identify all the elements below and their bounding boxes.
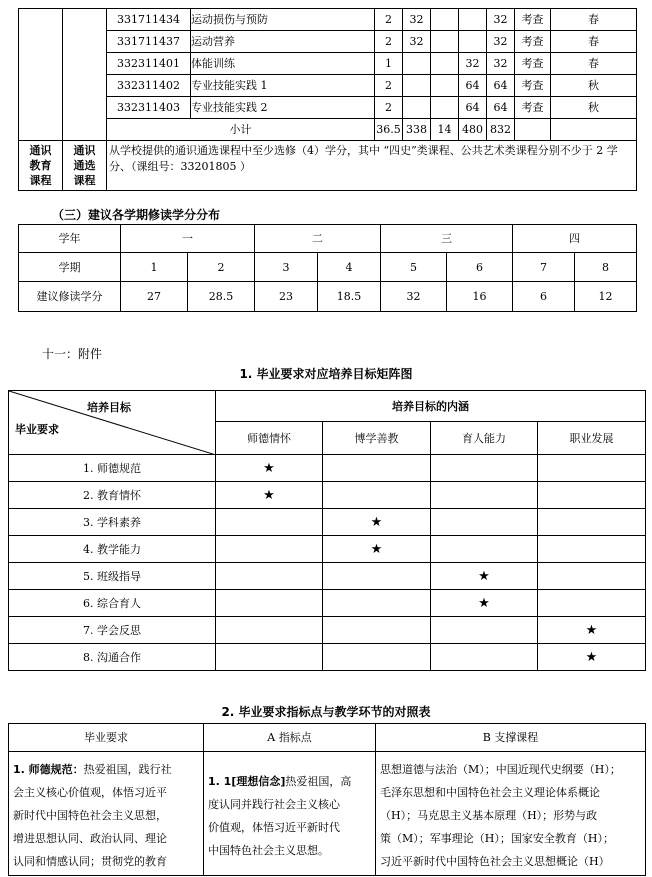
general-course-row [19,141,637,191]
requirement-line: 增进思想认同、政治认同、理论 [13,832,167,845]
course-line: 习近平新时代中国特色社会主义思想概论（H） [380,855,610,868]
goal-header: 师德情怀 [216,422,323,455]
matrix-cell [323,617,431,644]
term-cell: 6 [447,253,513,282]
term-cell: 7 [513,253,575,282]
requirement-title: 1. 师德规范： [13,763,84,776]
course-term: 秋 [551,97,637,119]
matrix-cell [216,509,323,536]
category-line: 课程 [29,174,52,187]
course-hours-total: 32 [487,31,515,53]
subtotal-credits: 36.5 [375,119,403,141]
matrix-row [9,455,646,482]
matrix-header-row [9,391,646,422]
course-hours-2 [431,53,459,75]
subtotal-empty [515,119,551,141]
requirement-text: 热爱祖国，践行社 [83,763,172,776]
course-hours-3: 64 [459,75,487,97]
matrix-row [9,617,646,644]
course-line: 策（M）；军事理论（H）；国家安全教育（H）； [380,832,614,845]
requirement-cell [9,752,204,876]
term-cell: 5 [381,253,447,282]
course-hours-3: 32 [459,53,487,75]
course-term: 春 [551,53,637,75]
subtotal-hours-total: 832 [487,119,515,141]
course-line: （H）；马克思主义基本原理（H）；形势与政 [380,809,598,822]
indicator-line: 度认同并践行社会主义核心 [208,798,340,811]
matrix-cell [323,455,431,482]
term-cell: 3 [255,253,318,282]
goal-header: 博学善教 [323,422,431,455]
general-course-text: 从学校提供的通识通选课程中至少选修（4）学分，其中 “四史”类课程、公共艺术类课程分别不少于 2 学分、（课组号：33201805 ） [107,141,637,191]
requirement-label: 7. 学会反思 [9,617,216,644]
requirement-line [13,758,199,781]
course-name: 专业技能实践 1 [191,75,375,97]
course-credits: 2 [375,31,403,53]
requirement-label: 2. 教育情怀 [9,482,216,509]
indicator-cell [204,752,376,876]
course-hours-2 [431,31,459,53]
credit-cell: 32 [381,282,447,312]
term-cell: 1 [121,253,188,282]
course-code: 332311402 [107,75,191,97]
course-code: 331711434 [107,9,191,31]
matrix-cell [538,509,646,536]
table-row [19,53,637,75]
course-code: 332311401 [107,53,191,75]
matrix-cell [431,509,538,536]
term-cell: 8 [575,253,637,282]
year-cell: 二 [255,225,381,253]
course-table [18,8,637,191]
matrix-corner [9,391,216,455]
star-mark: ★ [216,482,323,509]
matrix-row [9,536,646,563]
indicator-line: 中国特色社会主义思想。 [208,844,329,857]
mapping-header: B 支撑课程 [376,724,646,752]
table-row [19,97,637,119]
course-code: 332311403 [107,97,191,119]
course-credits: 1 [375,53,403,75]
star-mark: ★ [538,617,646,644]
course-assessment: 考查 [515,75,551,97]
credit-cell: 27 [121,282,188,312]
matrix-cell [538,590,646,617]
indicator-text: 热爱祖国，高 [285,775,352,788]
requirement-label: 6. 综合育人 [9,590,216,617]
course-hours-1 [403,75,431,97]
category-line: 通识 [29,144,52,157]
requirement-label: 4. 教学能力 [9,536,216,563]
term-row [19,253,637,282]
matrix-title: 1. 毕业要求对应培养目标矩阵图 [239,367,413,381]
course-assessment: 考查 [515,9,551,31]
matrix-row [9,482,646,509]
matrix-row [9,590,646,617]
requirement-label: 8. 沟通合作 [9,644,216,671]
star-mark: ★ [431,563,538,590]
mapping-header-row [9,724,646,752]
table-row [19,31,637,53]
indicator-title: 1. 1[理想信念] [208,775,286,788]
star-mark: ★ [323,509,431,536]
star-mark: ★ [323,536,431,563]
course-term: 秋 [551,75,637,97]
course-hours-1: 32 [403,31,431,53]
subtotal-hours-3: 480 [459,119,487,141]
matrix-cell [216,590,323,617]
matrix-row [9,644,646,671]
subcategory-line: 通选 [73,159,96,172]
matrix-cell [538,563,646,590]
course-assessment: 考查 [515,31,551,53]
star-mark: ★ [216,455,323,482]
course-assessment: 考查 [515,53,551,75]
year-cell: 三 [381,225,513,253]
table-row [19,75,637,97]
term-label: 学期 [19,253,121,282]
course-code: 331711437 [107,31,191,53]
mapping-title: 2. 毕业要求指标点与教学环节的对照表 [221,705,431,719]
course-hours-total: 32 [487,53,515,75]
appendix-title: 十一：附件 [42,347,103,361]
course-hours-1: 32 [403,9,431,31]
course-term: 春 [551,9,637,31]
subcategory-line: 通识 [73,144,96,157]
course-hours-3: 64 [459,97,487,119]
course-name: 专业技能实践 2 [191,97,375,119]
course-hours-2 [431,97,459,119]
course-credits: 2 [375,97,403,119]
credit-cell: 16 [447,282,513,312]
general-subcategory [63,141,107,191]
requirement-label: 5. 班级指导 [9,563,216,590]
matrix-cell [323,482,431,509]
year-row [19,225,637,253]
mapping-header: 毕业要求 [9,724,204,752]
subtotal-label: 小计 [107,119,375,141]
credit-distribution-table [18,224,637,312]
matrix-cell [216,563,323,590]
year-cell: 四 [513,225,637,253]
matrix-cell [538,536,646,563]
credit-cell: 6 [513,282,575,312]
matrix-cell [538,482,646,509]
matrix-row [9,563,646,590]
requirement-line: 会主义核心价值观，体悟习近平 [13,786,167,799]
course-assessment: 考查 [515,97,551,119]
requirement-line: 新时代中国特色社会主义思想， [13,809,167,822]
course-support-cell [376,752,646,876]
mapping-row [9,752,646,876]
matrix-cell [323,644,431,671]
course-hours-3 [459,9,487,31]
matrix-cell [323,563,431,590]
credit-cell: 18.5 [318,282,381,312]
requirement-line: 认同和情感认同；贯彻党的教育 [13,855,167,868]
subcategory-line: 课程 [73,174,96,187]
category-cell-empty [19,9,63,141]
matrix-cell [431,536,538,563]
subtotal-hours-1: 338 [403,119,431,141]
course-hours-3 [459,31,487,53]
year-cell: 一 [121,225,255,253]
table-row [19,9,637,31]
year-label: 学年 [19,225,121,253]
subtotal-hours-2: 14 [431,119,459,141]
requirement-label: 3. 学科素养 [9,509,216,536]
credit-row [19,282,637,312]
connotation-label: 培养目标的内涵 [216,391,646,422]
mapping-table [8,723,646,876]
course-term: 春 [551,31,637,53]
subcategory-cell-empty [63,9,107,141]
credit-cell: 28.5 [188,282,255,312]
credit-label: 建议修读学分 [19,282,121,312]
matrix-cell [431,617,538,644]
course-name: 运动损伤与预防 [191,9,375,31]
subtotal-row [19,119,637,141]
term-cell: 4 [318,253,381,282]
matrix-cell [431,455,538,482]
course-hours-total: 64 [487,97,515,119]
credit-cell: 12 [575,282,637,312]
mapping-header: A 指标点 [204,724,376,752]
requirement-label: 1. 师德规范 [9,455,216,482]
corner-top-label: 培养目标 [87,401,131,414]
goal-matrix-table [8,390,646,671]
matrix-cell [431,482,538,509]
matrix-cell [216,644,323,671]
goal-header: 职业发展 [538,422,646,455]
course-hours-2 [431,75,459,97]
corner-bottom-label: 毕业要求 [15,423,59,436]
course-name: 体能训练 [191,53,375,75]
matrix-cell [323,590,431,617]
star-mark: ★ [431,590,538,617]
star-mark: ★ [538,644,646,671]
course-hours-total: 32 [487,9,515,31]
subtotal-empty [551,119,637,141]
matrix-cell [431,644,538,671]
indicator-line [208,770,371,793]
matrix-cell [216,536,323,563]
credit-cell: 23 [255,282,318,312]
matrix-body [9,455,646,671]
matrix-row [9,509,646,536]
matrix-cell [216,617,323,644]
goal-header: 育人能力 [431,422,538,455]
section-title: （三）建议各学期修读学分分布 [52,208,221,222]
course-name: 运动营养 [191,31,375,53]
course-hours-total: 64 [487,75,515,97]
course-credits: 2 [375,75,403,97]
term-cell: 2 [188,253,255,282]
course-line: 毛泽东思想和中国特色社会主义理论体系概论 [380,786,600,799]
matrix-cell [538,455,646,482]
course-hours-1 [403,97,431,119]
course-line: 思想道德与法治（M）；中国近现代史纲要（H）； [380,763,621,776]
general-category [19,141,63,191]
course-credits: 2 [375,9,403,31]
indicator-line: 价值观，体悟习近平新时代 [208,821,340,834]
category-line: 教育 [29,159,52,172]
course-hours-2 [431,9,459,31]
course-hours-1 [403,53,431,75]
